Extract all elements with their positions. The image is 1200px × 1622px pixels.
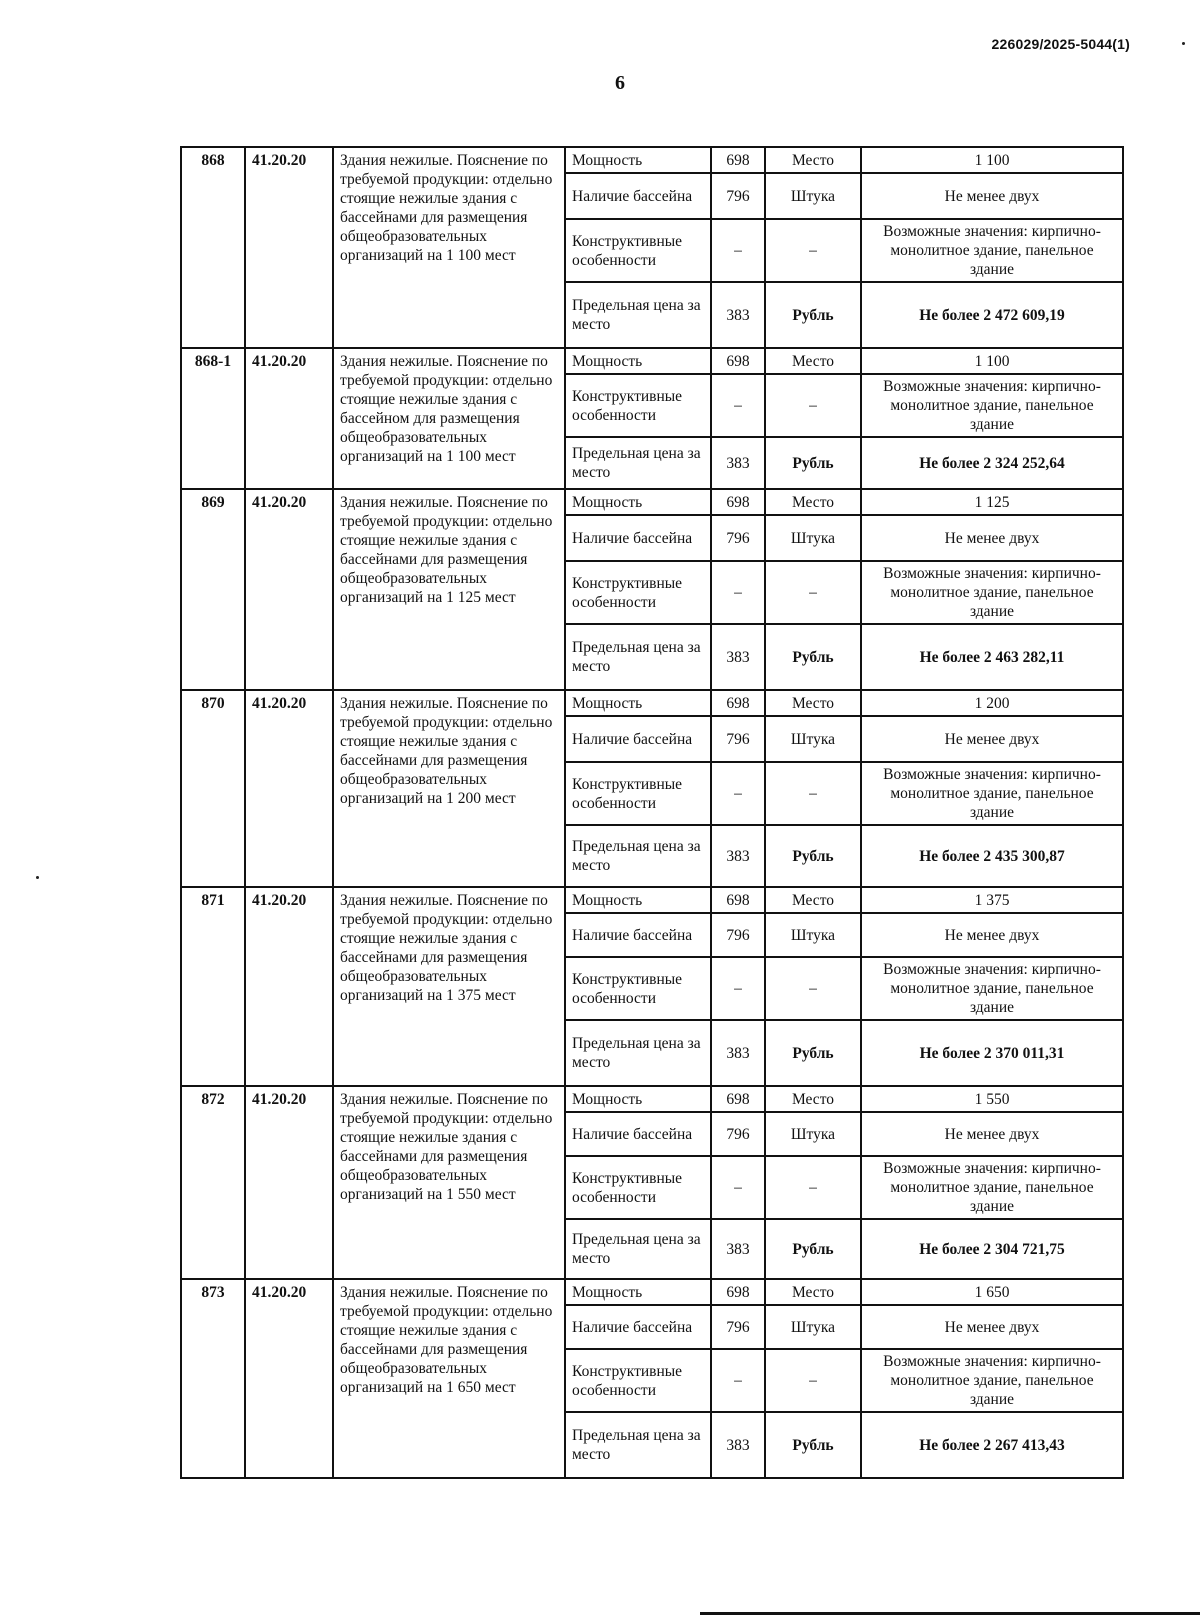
row-number: 872 <box>181 1086 245 1279</box>
okei-code: – <box>711 219 765 282</box>
characteristic-name: Мощность <box>565 1279 711 1305</box>
characteristic-name: Конструктивные особенности <box>565 1349 711 1412</box>
okpd-code: 41.20.20 <box>245 1086 333 1279</box>
characteristic-value: Не более 2 463 282,11 <box>861 624 1123 690</box>
okei-code: 383 <box>711 1020 765 1086</box>
characteristic-name: Предельная цена за место <box>565 624 711 690</box>
characteristic-name: Наличие бассейна <box>565 1305 711 1349</box>
product-name: Здания нежилые. Пояснение по требуемой продукции: отдельно стоящие нежилые здания с бассейнами для размещения общеобразовательных организаций на 1 650 мест <box>333 1279 565 1478</box>
okei-code: 796 <box>711 716 765 762</box>
characteristic-name: Наличие бассейна <box>565 515 711 561</box>
page-number: 6 <box>615 72 625 94</box>
characteristic-value: 1 125 <box>861 489 1123 515</box>
unit-name: Штука <box>765 515 861 561</box>
okei-code: – <box>711 561 765 624</box>
characteristic-value: 1 200 <box>861 690 1123 716</box>
characteristic-name: Конструктивные особенности <box>565 561 711 624</box>
product-name: Здания нежилые. Пояснение по требуемой продукции: отдельно стоящие нежилые здания с бассейном для размещения общеобразовательных организаций на 1 100 мест <box>333 348 565 489</box>
row-number: 868 <box>181 147 245 348</box>
page-bottom-rule <box>700 1612 1200 1615</box>
product-name: Здания нежилые. Пояснение по требуемой продукции: отдельно стоящие нежилые здания с бассейнами для размещения общеобразовательных организаций на 1 100 мест <box>333 147 565 348</box>
table-row <box>181 1086 1123 1112</box>
unit-name: Рубль <box>765 1412 861 1478</box>
table-row <box>181 489 1123 515</box>
okpd-code: 41.20.20 <box>245 690 333 887</box>
okpd-code: 41.20.20 <box>245 348 333 489</box>
characteristic-value: Возможные значения: кирпично-монолитное здание, панельное здание <box>861 561 1123 624</box>
okei-code: 698 <box>711 887 765 913</box>
characteristic-name: Предельная цена за место <box>565 1219 711 1279</box>
table-row <box>181 887 1123 913</box>
row-number: 870 <box>181 690 245 887</box>
table-row <box>181 348 1123 374</box>
okpd-code: 41.20.20 <box>245 147 333 348</box>
table-body <box>181 147 1123 1478</box>
characteristic-name: Наличие бассейна <box>565 1112 711 1156</box>
okei-code: 383 <box>711 282 765 348</box>
okpd-code: 41.20.20 <box>245 489 333 690</box>
okpd-code: 41.20.20 <box>245 887 333 1086</box>
characteristic-name: Мощность <box>565 1086 711 1112</box>
unit-name: – <box>765 762 861 825</box>
characteristic-value: 1 550 <box>861 1086 1123 1112</box>
unit-name: Место <box>765 690 861 716</box>
characteristic-value: Не менее двух <box>861 515 1123 561</box>
okei-code: 698 <box>711 489 765 515</box>
unit-name: Штука <box>765 1112 861 1156</box>
okei-code: 796 <box>711 515 765 561</box>
okei-code: 796 <box>711 1305 765 1349</box>
table-row <box>181 147 1123 173</box>
characteristic-value: Не более 2 472 609,19 <box>861 282 1123 348</box>
characteristic-name: Конструктивные особенности <box>565 957 711 1020</box>
characteristic-name: Мощность <box>565 489 711 515</box>
row-number: 871 <box>181 887 245 1086</box>
okei-code: 383 <box>711 1412 765 1478</box>
unit-name: – <box>765 1349 861 1412</box>
characteristic-value: Не менее двух <box>861 913 1123 957</box>
characteristic-name: Наличие бассейна <box>565 716 711 762</box>
row-number: 873 <box>181 1279 245 1478</box>
characteristic-value: Возможные значения: кирпично-монолитное здание, панельное здание <box>861 1349 1123 1412</box>
unit-name: Рубль <box>765 282 861 348</box>
unit-name: Рубль <box>765 1219 861 1279</box>
characteristic-value: 1 100 <box>861 147 1123 173</box>
okei-code: – <box>711 374 765 437</box>
table-row <box>181 690 1123 716</box>
characteristic-name: Предельная цена за место <box>565 825 711 887</box>
characteristic-name: Конструктивные особенности <box>565 762 711 825</box>
characteristic-value: Возможные значения: кирпично-монолитное здание, панельное здание <box>861 957 1123 1020</box>
characteristic-value: Возможные значения: кирпично-монолитное здание, панельное здание <box>861 219 1123 282</box>
table-row <box>181 1279 1123 1305</box>
characteristic-value: 1 100 <box>861 348 1123 374</box>
unit-name: Место <box>765 147 861 173</box>
characteristic-name: Предельная цена за место <box>565 1020 711 1086</box>
characteristic-value: Не менее двух <box>861 716 1123 762</box>
characteristic-value: Не более 2 435 300,87 <box>861 825 1123 887</box>
unit-name: Рубль <box>765 624 861 690</box>
unit-name: – <box>765 374 861 437</box>
unit-name: Штука <box>765 173 861 219</box>
okei-code: 383 <box>711 825 765 887</box>
characteristic-value: Не менее двух <box>861 1112 1123 1156</box>
okei-code: 796 <box>711 1112 765 1156</box>
characteristic-value: Не менее двух <box>861 1305 1123 1349</box>
document-id: 226029/2025-5044(1) <box>991 36 1130 52</box>
unit-name: Рубль <box>765 437 861 489</box>
unit-name: Рубль <box>765 1020 861 1086</box>
characteristic-value: 1 650 <box>861 1279 1123 1305</box>
unit-name: – <box>765 561 861 624</box>
okei-code: 698 <box>711 690 765 716</box>
characteristic-value: 1 375 <box>861 887 1123 913</box>
row-number: 868-1 <box>181 348 245 489</box>
characteristic-name: Мощность <box>565 887 711 913</box>
okei-code: – <box>711 957 765 1020</box>
okei-code: 383 <box>711 624 765 690</box>
characteristic-name: Мощность <box>565 147 711 173</box>
characteristic-value: Не менее двух <box>861 173 1123 219</box>
unit-name: Рубль <box>765 825 861 887</box>
unit-name: – <box>765 1156 861 1219</box>
unit-name: – <box>765 219 861 282</box>
characteristic-value: Не более 2 304 721,75 <box>861 1219 1123 1279</box>
unit-name: Штука <box>765 913 861 957</box>
characteristic-value: Не более 2 324 252,64 <box>861 437 1123 489</box>
unit-name: Штука <box>765 716 861 762</box>
characteristic-value: Не более 2 370 011,31 <box>861 1020 1123 1086</box>
unit-name: Место <box>765 1086 861 1112</box>
characteristic-name: Предельная цена за место <box>565 1412 711 1478</box>
unit-name: Место <box>765 489 861 515</box>
unit-name: Место <box>765 1279 861 1305</box>
characteristic-name: Конструктивные особенности <box>565 1156 711 1219</box>
product-name: Здания нежилые. Пояснение по требуемой продукции: отдельно стоящие нежилые здания с бассейнами для размещения общеобразовательных организаций на 1 375 мест <box>333 887 565 1086</box>
characteristic-name: Конструктивные особенности <box>565 219 711 282</box>
okei-code: 698 <box>711 1086 765 1112</box>
okei-code: 796 <box>711 913 765 957</box>
okei-code: 698 <box>711 1279 765 1305</box>
okei-code: – <box>711 1156 765 1219</box>
scan-speck <box>36 876 39 879</box>
unit-name: Место <box>765 887 861 913</box>
characteristic-name: Предельная цена за место <box>565 282 711 348</box>
okei-code: – <box>711 762 765 825</box>
specification-table <box>180 146 1124 1479</box>
scan-speck <box>1182 42 1185 45</box>
characteristic-name: Конструктивные особенности <box>565 374 711 437</box>
unit-name: – <box>765 957 861 1020</box>
characteristic-value: Возможные значения: кирпично-монолитное здание, панельное здание <box>861 1156 1123 1219</box>
product-name: Здания нежилые. Пояснение по требуемой продукции: отдельно стоящие нежилые здания с бассейнами для размещения общеобразовательных организаций на 1 550 мест <box>333 1086 565 1279</box>
okei-code: 698 <box>711 348 765 374</box>
okei-code: 698 <box>711 147 765 173</box>
unit-name: Штука <box>765 1305 861 1349</box>
characteristic-value: Возможные значения: кирпично-монолитное здание, панельное здание <box>861 762 1123 825</box>
okei-code: – <box>711 1349 765 1412</box>
characteristic-value: Возможные значения: кирпично-монолитное здание, панельное здание <box>861 374 1123 437</box>
product-name: Здания нежилые. Пояснение по требуемой продукции: отдельно стоящие нежилые здания с бассейнами для размещения общеобразовательных организаций на 1 125 мест <box>333 489 565 690</box>
characteristic-name: Мощность <box>565 690 711 716</box>
characteristic-name: Наличие бассейна <box>565 173 711 219</box>
row-number: 869 <box>181 489 245 690</box>
okei-code: 383 <box>711 1219 765 1279</box>
okei-code: 796 <box>711 173 765 219</box>
product-name: Здания нежилые. Пояснение по требуемой продукции: отдельно стоящие нежилые здания с бассейнами для размещения общеобразовательных организаций на 1 200 мест <box>333 690 565 887</box>
characteristic-name: Наличие бассейна <box>565 913 711 957</box>
okpd-code: 41.20.20 <box>245 1279 333 1478</box>
characteristic-name: Предельная цена за место <box>565 437 711 489</box>
okei-code: 383 <box>711 437 765 489</box>
unit-name: Место <box>765 348 861 374</box>
characteristic-value: Не более 2 267 413,43 <box>861 1412 1123 1478</box>
characteristic-name: Мощность <box>565 348 711 374</box>
